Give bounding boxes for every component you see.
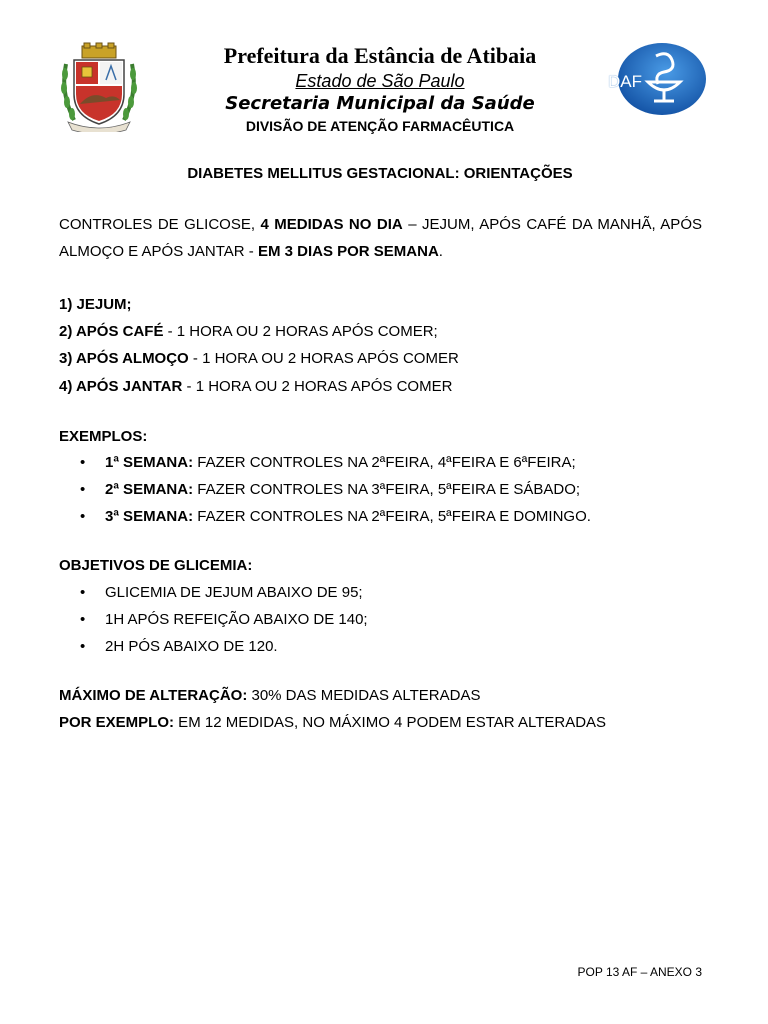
objective-item: • GLICEMIA DE JEJUM ABAIXO DE 95; — [80, 584, 363, 601]
example-item: • 2ª SEMANA: FAZER CONTROLES NA 3ªFEIRA, 5ªFEIRA E SÁBADO; — [80, 481, 581, 498]
examples-heading: EXEMPLOS: — [59, 428, 148, 445]
step-item: 1) JEJUM; — [59, 296, 132, 313]
objective-item: • 1H APÓS REFEIÇÃO ABAIXO DE 140; — [80, 611, 368, 628]
state-name: Estado de São Paulo — [295, 71, 465, 91]
coat-of-arms-icon — [60, 42, 138, 132]
max-alteration: MÁXIMO DE ALTERAÇÃO: 30% DAS MEDIDAS ALTERADAS — [59, 687, 481, 704]
bullet-icon: • — [80, 584, 86, 601]
secretariat-name: Secretaria Municipal da Saúde — [225, 93, 535, 114]
step-item: 2) APÓS CAFÉ - 1 HORA OU 2 HORAS APÓS COMER; — [59, 323, 438, 340]
objective-item: • 2H PÓS ABAIXO DE 120. — [80, 638, 278, 655]
document-title: DIABETES MELLITUS GESTACIONAL: ORIENTAÇÕES — [187, 165, 573, 182]
bullet-icon: • — [80, 454, 86, 471]
bullet-icon: • — [80, 481, 86, 498]
objectives-heading: OBJETIVOS DE GLICEMIA: — [59, 557, 253, 574]
daf-logo — [604, 42, 708, 116]
example-item: • 1ª SEMANA: FAZER CONTROLES NA 2ªFEIRA, 4ªFEIRA E 6ªFEIRA; — [80, 454, 576, 471]
bullet-icon: • — [80, 508, 86, 525]
daf-logo-text: DAF — [608, 72, 642, 91]
prefecture-title: Prefeitura da Estância de Atibaia — [223, 43, 537, 68]
bullet-icon: • — [80, 638, 86, 655]
intro-paragraph: CONTROLES DE GLICOSE, 4 MEDIDAS NO DIA – JEJUM, APÓS CAFÉ DA MANHÃ, APÓS ALMOÇO E APÓS JANTAR - EM 3 DIAS POR SEMANA. — [59, 216, 702, 260]
alteration-example: POR EXEMPLO: EM 12 MEDIDAS, NO MÁXIMO 4 PODEM ESTAR ALTERADAS — [59, 714, 607, 731]
example-item: • 3ª SEMANA: FAZER CONTROLES NA 2ªFEIRA, 5ªFEIRA E DOMINGO. — [80, 508, 591, 525]
footer-reference: POP 13 AF – ANEXO 3 — [577, 965, 702, 979]
division-name: DIVISÃO DE ATENÇÃO FARMACÊUTICA — [245, 118, 515, 134]
step-item: 3) APÓS ALMOÇO - 1 HORA OU 2 HORAS APÓS COMER — [59, 350, 459, 367]
step-item: 4) APÓS JANTAR - 1 HORA OU 2 HORAS APÓS COMER — [59, 378, 453, 395]
bullet-icon: • — [80, 611, 86, 628]
